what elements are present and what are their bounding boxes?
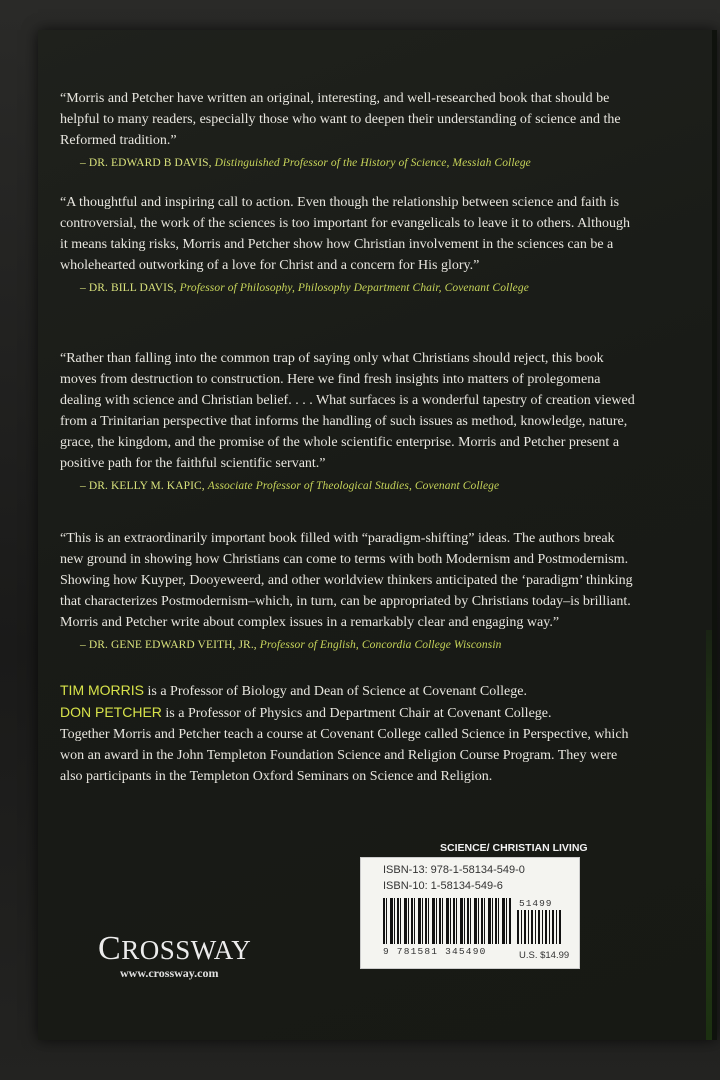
isbn-10: ISBN-10: 1-58134-549-6 bbox=[383, 880, 503, 892]
endorsement-blurb bbox=[60, 348, 640, 497]
blurb-attribution bbox=[60, 153, 640, 174]
endorser-role: Distinguished Professor of the History of Science, Messiah College bbox=[214, 157, 531, 169]
publisher-url: www.crossway.com bbox=[120, 966, 219, 980]
author-name: DON PETCHER bbox=[60, 704, 162, 720]
endorser-name: – DR. BILL DAVIS, bbox=[80, 282, 177, 294]
publisher-logo bbox=[98, 930, 251, 968]
barcode-icon bbox=[383, 898, 511, 944]
barcode-supplement-icon bbox=[517, 910, 563, 944]
author-name: TIM MORRIS bbox=[60, 682, 144, 698]
endorser-role: Professor of English, Concordia College Wisconsin bbox=[259, 639, 502, 651]
publisher-logo-rest: ROSSWAY bbox=[121, 935, 252, 965]
blurb-quote: “This is an extraordinarily important book filled with “paradigm-shifting” ideas. The authors break new ground in showing how Christians can come to terms with both Modernism and Postmodernism. Showing how Kuyper, Dooyeweerd, and other worldview thinkers anticipated the ‘paradigm’ thinking that characterizes Postmodernism–which, in turn, can be appropriated by Christians today–is brilliant. Morris and Petcher write about complex issues in a remarkably clear and engaging way.” bbox=[60, 531, 633, 630]
publisher-logo-initial: C bbox=[98, 930, 122, 967]
blurb-attribution bbox=[60, 635, 640, 656]
blurb-quote: “Rather than falling into the common trap of saying only what Christians should reject, this book moves from destruction to construction. Here we find fresh insights into matters of prolegomena dealing with science and Christian belief. . . . What surfaces is a wonderful tapestry of creation viewed from a Trinitarian perspective that informs the handling of such issues as method, knowledge, nature, grace, the kingdom, and the promise of the whole scientific enterprise. Morris and Petcher present a positive path for the faithful scientific servant.” bbox=[60, 351, 635, 471]
barcode-box bbox=[360, 857, 580, 969]
endorser-role: Professor of Philosophy, Philosophy Department Chair, Covenant College bbox=[179, 282, 529, 294]
blurb-attribution bbox=[60, 278, 640, 299]
author-bio bbox=[60, 680, 640, 787]
endorser-name: – DR. GENE EDWARD VEITH, JR., bbox=[80, 639, 257, 651]
endorser-name: – DR. KELLY M. KAPIC, bbox=[80, 480, 205, 492]
barcode-digits: 9 781581 345490 bbox=[383, 946, 487, 957]
author-bio-text: is a Professor of Biology and Dean of Science at Covenant College. bbox=[144, 684, 527, 699]
blurb-quote: “Morris and Petcher have written an original, interesting, and well-researched book that should be helpful to many readers, especially those who want to deepen their understanding of science and the Reformed tradition.” bbox=[60, 91, 621, 148]
blurb-quote: “A thoughtful and inspiring call to action. Even though the relationship between science and faith is controversial, the work of the sciences is too important for evangelicals to leave it to others. Although it means taking risks, Morris and Petcher show how Christian involvement in the sciences can be a wholehearted outworking of a love for Christ and a concern for His glory.” bbox=[60, 195, 630, 273]
endorsement-blurb bbox=[60, 192, 640, 299]
endorsement-blurb bbox=[60, 88, 640, 174]
author-bio-text: is a Professor of Physics and Department Chair at Covenant College. bbox=[161, 706, 552, 721]
author-bio-text: Together Morris and Petcher teach a course at Covenant College called Science in Perspective, which won an award in the John Templeton Foundation Science and Religion Course Program. They were also participants in the Templeton Oxford Seminars on Science and Religion. bbox=[60, 727, 629, 784]
endorser-name: – DR. EDWARD B DAVIS, bbox=[80, 157, 212, 169]
isbn-13: ISBN-13: 978-1-58134-549-0 bbox=[383, 864, 525, 876]
endorsement-blurb bbox=[60, 528, 640, 656]
blurb-attribution bbox=[60, 476, 640, 497]
price: U.S. $14.99 bbox=[519, 950, 570, 961]
category-label: SCIENCE/ CHRISTIAN LIVING bbox=[440, 842, 588, 854]
price-code: 51499 bbox=[519, 898, 553, 909]
endorser-role: Associate Professor of Theological Studies, Covenant College bbox=[207, 480, 500, 492]
